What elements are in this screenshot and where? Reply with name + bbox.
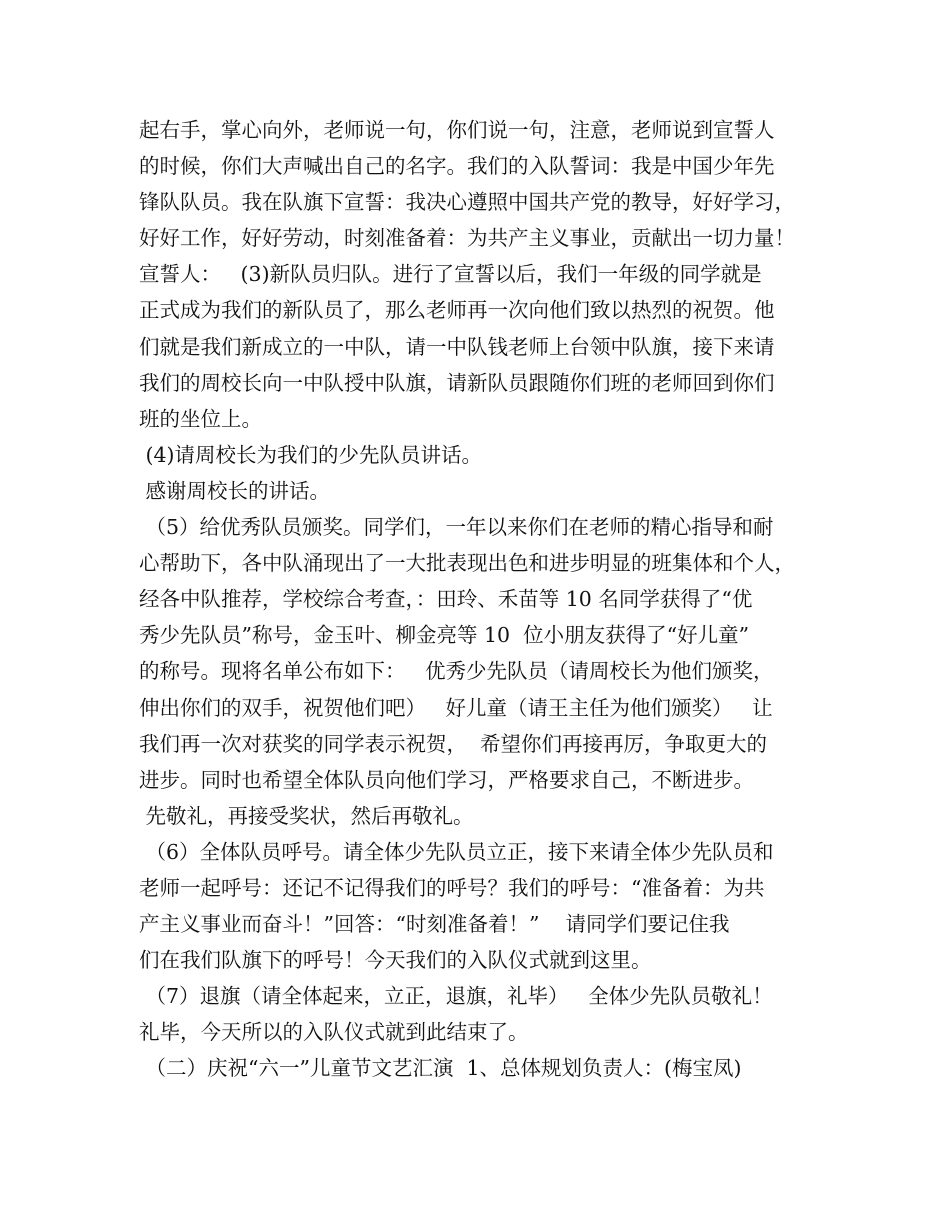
text-line: 我们再一次对获奖的同学表示祝贺， 希望你们再接再厉，争取更大的	[139, 731, 768, 756]
text-line: 锋队队员。我在队旗下宣誓：我决心遵照中国共产党的教导，好好学习，	[139, 190, 795, 215]
text-line: 心帮助下，各中队涌现出了一大批表现出色和进步明显的班集体和个人，	[139, 551, 795, 576]
text-line: 的时候，你们大声喊出自己的名字。我们的入队誓词：我是中国少年先	[139, 154, 775, 179]
text-line: 感谢周校长的讲话。	[139, 478, 331, 503]
text-line: 起右手，掌心向外，老师说一句，你们说一句，注意，老师说到宣誓人	[139, 118, 775, 142]
text-line: 我们的周校长向一中队授中队旗，请新队员跟随你们班的老师回到你们	[139, 370, 775, 395]
document-body-text	[139, 112, 819, 1087]
text-line: （二）庆祝“六一”儿童节文艺汇演 1、总体规划负责人：(梅宝凤)	[139, 1056, 742, 1081]
text-line: 产主义事业而奋斗！”回答：“时刻准备着！” 请同学们要记住我	[139, 912, 730, 937]
text-line: 好好工作，好好劳动，时刻准备着：为共产主义事业，贡献出一切力量！	[139, 226, 795, 251]
text-line: 秀少先队员”称号，金玉叶、柳金亮等 10 位小朋友获得了“好儿童”	[139, 623, 750, 648]
text-line: （7）退旗（请全体起来，立正，退旗，礼毕） 全体少先队员敬礼！	[139, 984, 773, 1009]
text-line: （6）全体队员呼号。请全体少先队员立正，接下来请全体少先队员和	[139, 839, 774, 864]
text-line: 伸出你们的双手，祝贺他们吧） 好儿童（请王主任为他们颁奖） 让	[139, 695, 773, 720]
text-line: 老师一起呼号：还记不记得我们的呼号？我们的呼号：“准备着：为共	[139, 875, 765, 900]
text-line: 们就是我们新成立的一中队，请一中队钱老师上台领中队旗，接下来请	[139, 334, 775, 359]
text-line: 礼毕，今天所以的入队仪式就到此结束了。	[139, 1020, 529, 1045]
text-line: 先敬礼，再接受奖状，然后再敬礼。	[139, 803, 474, 828]
text-line: 的称号。现将名单公布如下： 优秀少先队员（请周校长为他们颁奖，	[139, 659, 774, 684]
text-line: 们在我们队旗下的呼号！今天我们的入队仪式就到这里。	[139, 948, 652, 973]
text-line: 正式成为我们的新队员了，那么老师再一次向他们致以热烈的祝贺。他	[139, 298, 775, 323]
text-line: （5）给优秀队员颁奖。同学们，一年以来你们在老师的精心指导和耐	[139, 515, 774, 540]
text-line: 宣誓人： (3)新队员归队。进行了宣誓以后，我们一年级的同学就是	[139, 262, 762, 287]
text-line: 经各中队推荐，学校综合考查，：田玲、禾苗等 10 名同学获得了“优	[139, 587, 753, 612]
text-line: 进步。同时也希望全体队员向他们学习，严格要求自己，不断进步。	[139, 767, 754, 792]
text-line: 班的坐位上。	[139, 406, 262, 431]
text-line: (4)请周校长为我们的少先队员讲话。	[139, 442, 483, 467]
